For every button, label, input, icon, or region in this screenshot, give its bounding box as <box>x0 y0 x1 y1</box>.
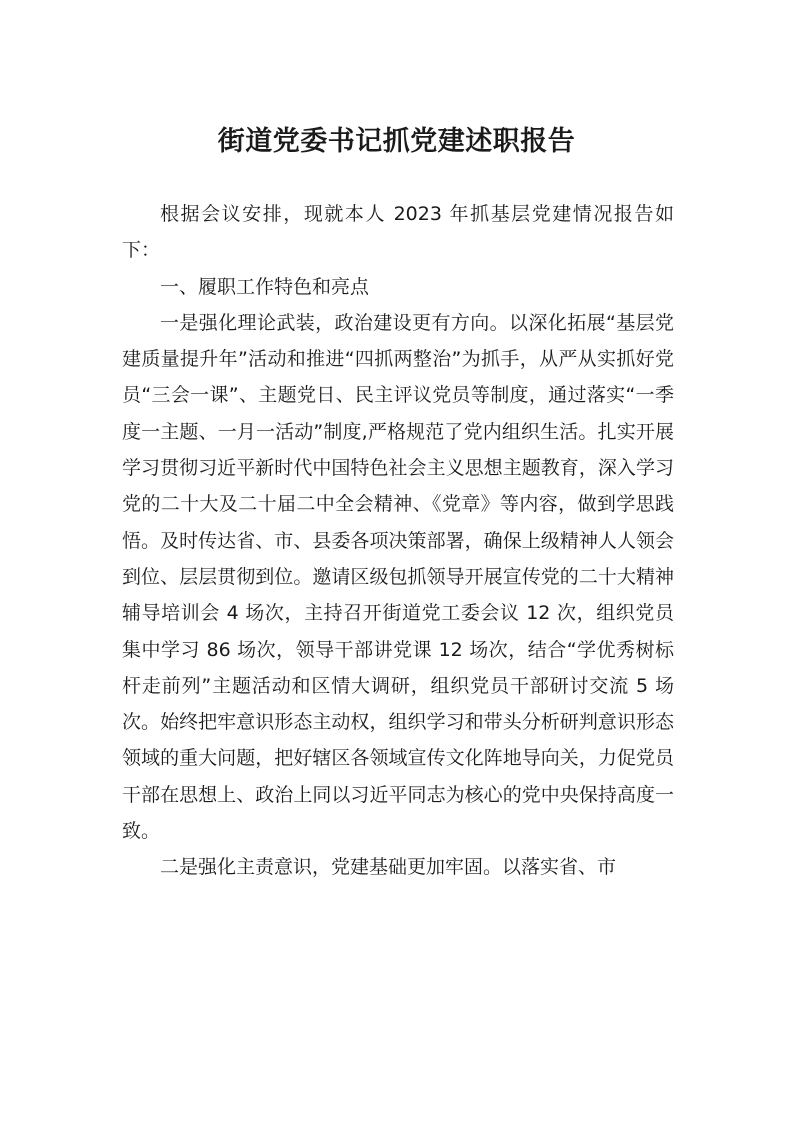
document-title: 街道党委书记抓党建述职报告 <box>217 126 576 157</box>
paragraph-point-1: 一是强化理论武装，政治建设更有方向。以深化拓展“基层党建质量提升年”活动和推进“四抓两整治”为抓手，从严从实抓好党员“三会一课”、主题党日、民主评议党员等制度，通过落实“一季度一主题、一月一活动”制度,严格规范了党内组织生活。扎实开展学习贯彻习近平新时代中国特色社会主义思想主题教育，深入学习党的二十大及二十届二中全会精神、《党章》等内容，做到学思践悟。及时传达省、市、县委各项决策部署，确保上级精神人人领会到位、层层贯彻到位。邀请区级包抓领导开展宣传党的二十大精神辅导培训会 4 场次，主持召开街道党工委会议 12 次，组织党员集中学习 86 场次，领导干部讲党课 12 场次，结合“学优秀树标杆走前列”主题活动和区情大调研，组织党员干部研讨交流 5 场次。始终把牢意识形态主动权，组织学习和带头分析研判意识形态领域的重大问题，把好辖区各领域宣传文化阵地导向关，力促党员干部在思想上、政治上同以习近平同志为核心的党中央保持高度一致。 <box>122 311 674 843</box>
document-body <box>122 196 674 886</box>
paragraph-intro: 根据会议安排，现就本人 2023 年抓基层党建情况报告如下： <box>122 203 674 262</box>
paragraph-point-2: 二是强化主责意识，党建基础更加牢固。以落实省、市 <box>160 856 617 879</box>
section-heading-1: 一、履职工作特色和亮点 <box>160 275 370 298</box>
